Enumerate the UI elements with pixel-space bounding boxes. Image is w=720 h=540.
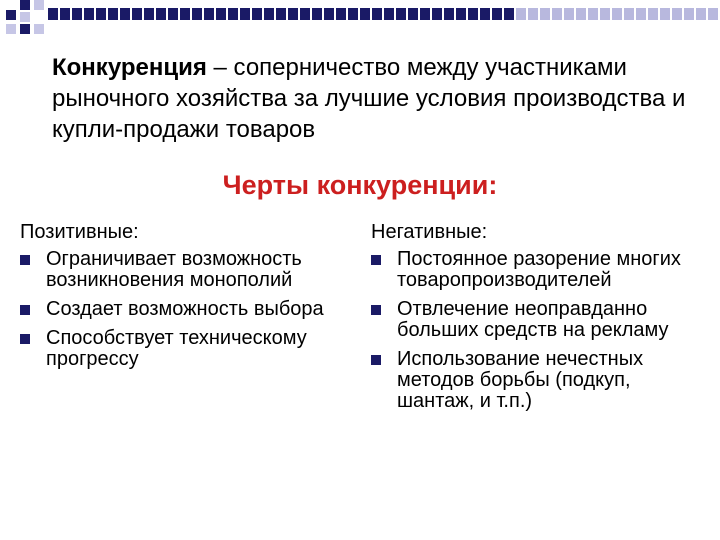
decor-square (492, 8, 502, 20)
list-item-text: Создает возможность выбора (46, 298, 324, 320)
negative-column (371, 222, 701, 420)
decor-square (336, 8, 346, 20)
positive-column (20, 222, 330, 378)
decor-square (168, 8, 178, 20)
decor-square (624, 8, 634, 20)
decor-square (612, 8, 622, 20)
decor-square (108, 8, 118, 20)
decor-square (432, 8, 442, 20)
decor-square (528, 8, 538, 20)
decor-square (372, 8, 382, 20)
decor-square (204, 8, 214, 20)
decor-square (552, 8, 562, 20)
decor-square (180, 8, 190, 20)
decor-square (396, 8, 406, 20)
decorative-header-pattern (0, 0, 720, 48)
positive-title: Позитивные: (20, 221, 139, 243)
decor-square (132, 8, 142, 20)
decor-square (480, 8, 490, 20)
decor-square (312, 8, 322, 20)
list-item (371, 349, 701, 412)
decor-square (588, 8, 598, 20)
list-item-text: Постоянное разорение многих товаропроизводителей (397, 248, 681, 291)
list-item (371, 299, 701, 341)
decor-square (384, 8, 394, 20)
decor-square (672, 8, 682, 20)
decor-square (456, 8, 466, 20)
decor-square (276, 8, 286, 20)
decor-square (564, 8, 574, 20)
square-bullet-icon (371, 255, 381, 265)
decor-square (34, 0, 44, 10)
list-item (20, 299, 330, 320)
decor-square (360, 8, 370, 20)
positive-list (20, 249, 330, 370)
decor-square (420, 8, 430, 20)
decor-square (20, 0, 30, 10)
decor-square (6, 10, 16, 20)
decor-square (408, 8, 418, 20)
decor-square (636, 8, 646, 20)
decor-square (684, 8, 694, 20)
decor-square (20, 24, 30, 34)
decor-square (60, 8, 70, 20)
decor-square (600, 8, 610, 20)
decor-square (324, 8, 334, 20)
decor-square (708, 8, 718, 20)
decor-square (144, 8, 154, 20)
decor-square (252, 8, 262, 20)
decor-square (156, 8, 166, 20)
square-bullet-icon (20, 305, 30, 315)
list-item (371, 249, 701, 291)
features-heading: Черты конкуренции: (222, 170, 498, 200)
decor-square (48, 8, 58, 20)
definition-text: – соперничество между участниками рыночного хозяйства за лучшие условия производства и купли-продажи товаров (52, 54, 686, 143)
decor-square (20, 12, 30, 22)
decor-square (216, 8, 226, 20)
square-bullet-icon (20, 255, 30, 265)
decorative-square-strip (48, 8, 720, 20)
decor-square (696, 8, 706, 20)
decor-square (444, 8, 454, 20)
decor-square (288, 8, 298, 20)
list-item-text: Ограничивает возможность возникновения монополий (46, 248, 302, 291)
decor-square (240, 8, 250, 20)
decor-square (516, 8, 526, 20)
decor-square (192, 8, 202, 20)
negative-title: Негативные: (371, 221, 488, 243)
decor-square (300, 8, 310, 20)
definition-term: Конкуренция (52, 54, 207, 81)
decor-square (468, 8, 478, 20)
square-bullet-icon (20, 334, 30, 344)
decor-square (576, 8, 586, 20)
decor-square (84, 8, 94, 20)
decor-square (648, 8, 658, 20)
decor-square (264, 8, 274, 20)
decor-square (96, 8, 106, 20)
decor-square (34, 24, 44, 34)
decor-square (120, 8, 130, 20)
square-bullet-icon (371, 355, 381, 365)
decor-square (540, 8, 550, 20)
square-bullet-icon (371, 305, 381, 315)
decor-square (72, 8, 82, 20)
decor-square (660, 8, 670, 20)
decor-square (348, 8, 358, 20)
definition-paragraph (52, 52, 702, 145)
list-item-text: Способствует техническому прогрессу (46, 327, 307, 370)
list-item-text: Отвлечение неоправданно больших средств на рекламу (397, 298, 669, 341)
list-item-text: Использование нечестных методов борьбы (подкуп, шантаж, и т.п.) (397, 348, 644, 412)
decor-square (6, 24, 16, 34)
list-item (20, 328, 330, 370)
decor-square (504, 8, 514, 20)
negative-list (371, 249, 701, 412)
decor-square (228, 8, 238, 20)
list-item (20, 249, 330, 291)
